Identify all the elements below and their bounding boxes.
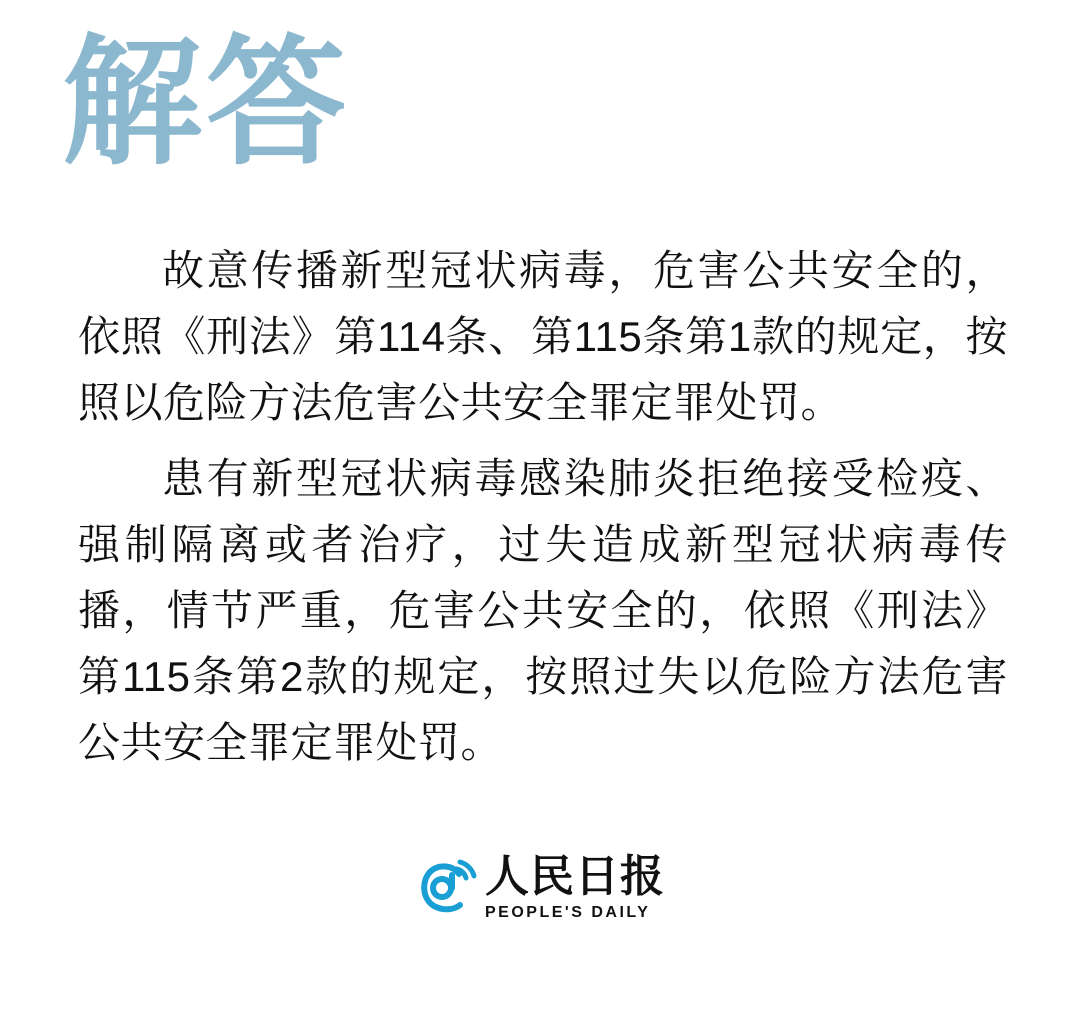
paragraph-1: 故意传播新型冠状病毒，危害公共安全的，依照《刑法》第114条、第115条第1款的规定，按照以危险方法危害公共安全罪定罪处罚。 <box>78 247 1008 426</box>
brand-name-cn: 人民日报 <box>485 851 665 902</box>
brand-text <box>485 851 665 921</box>
page-title: 解答 <box>62 27 351 182</box>
at-sign-wifi-icon <box>415 857 477 919</box>
paragraph-2: 患有新型冠状病毒感染肺炎拒绝接受检疫、强制隔离或者治疗，过失造成新型冠状病毒传播，情节严重，危害公共安全的，依照《刑法》第115条第2款的规定，按照过失以危险方法危害公共安全罪定罪处罚。 <box>78 455 1008 766</box>
article-body <box>78 238 1008 778</box>
brand-name-en: PEOPLE'S DAILY <box>485 904 651 921</box>
publisher-logo <box>0 851 1080 921</box>
